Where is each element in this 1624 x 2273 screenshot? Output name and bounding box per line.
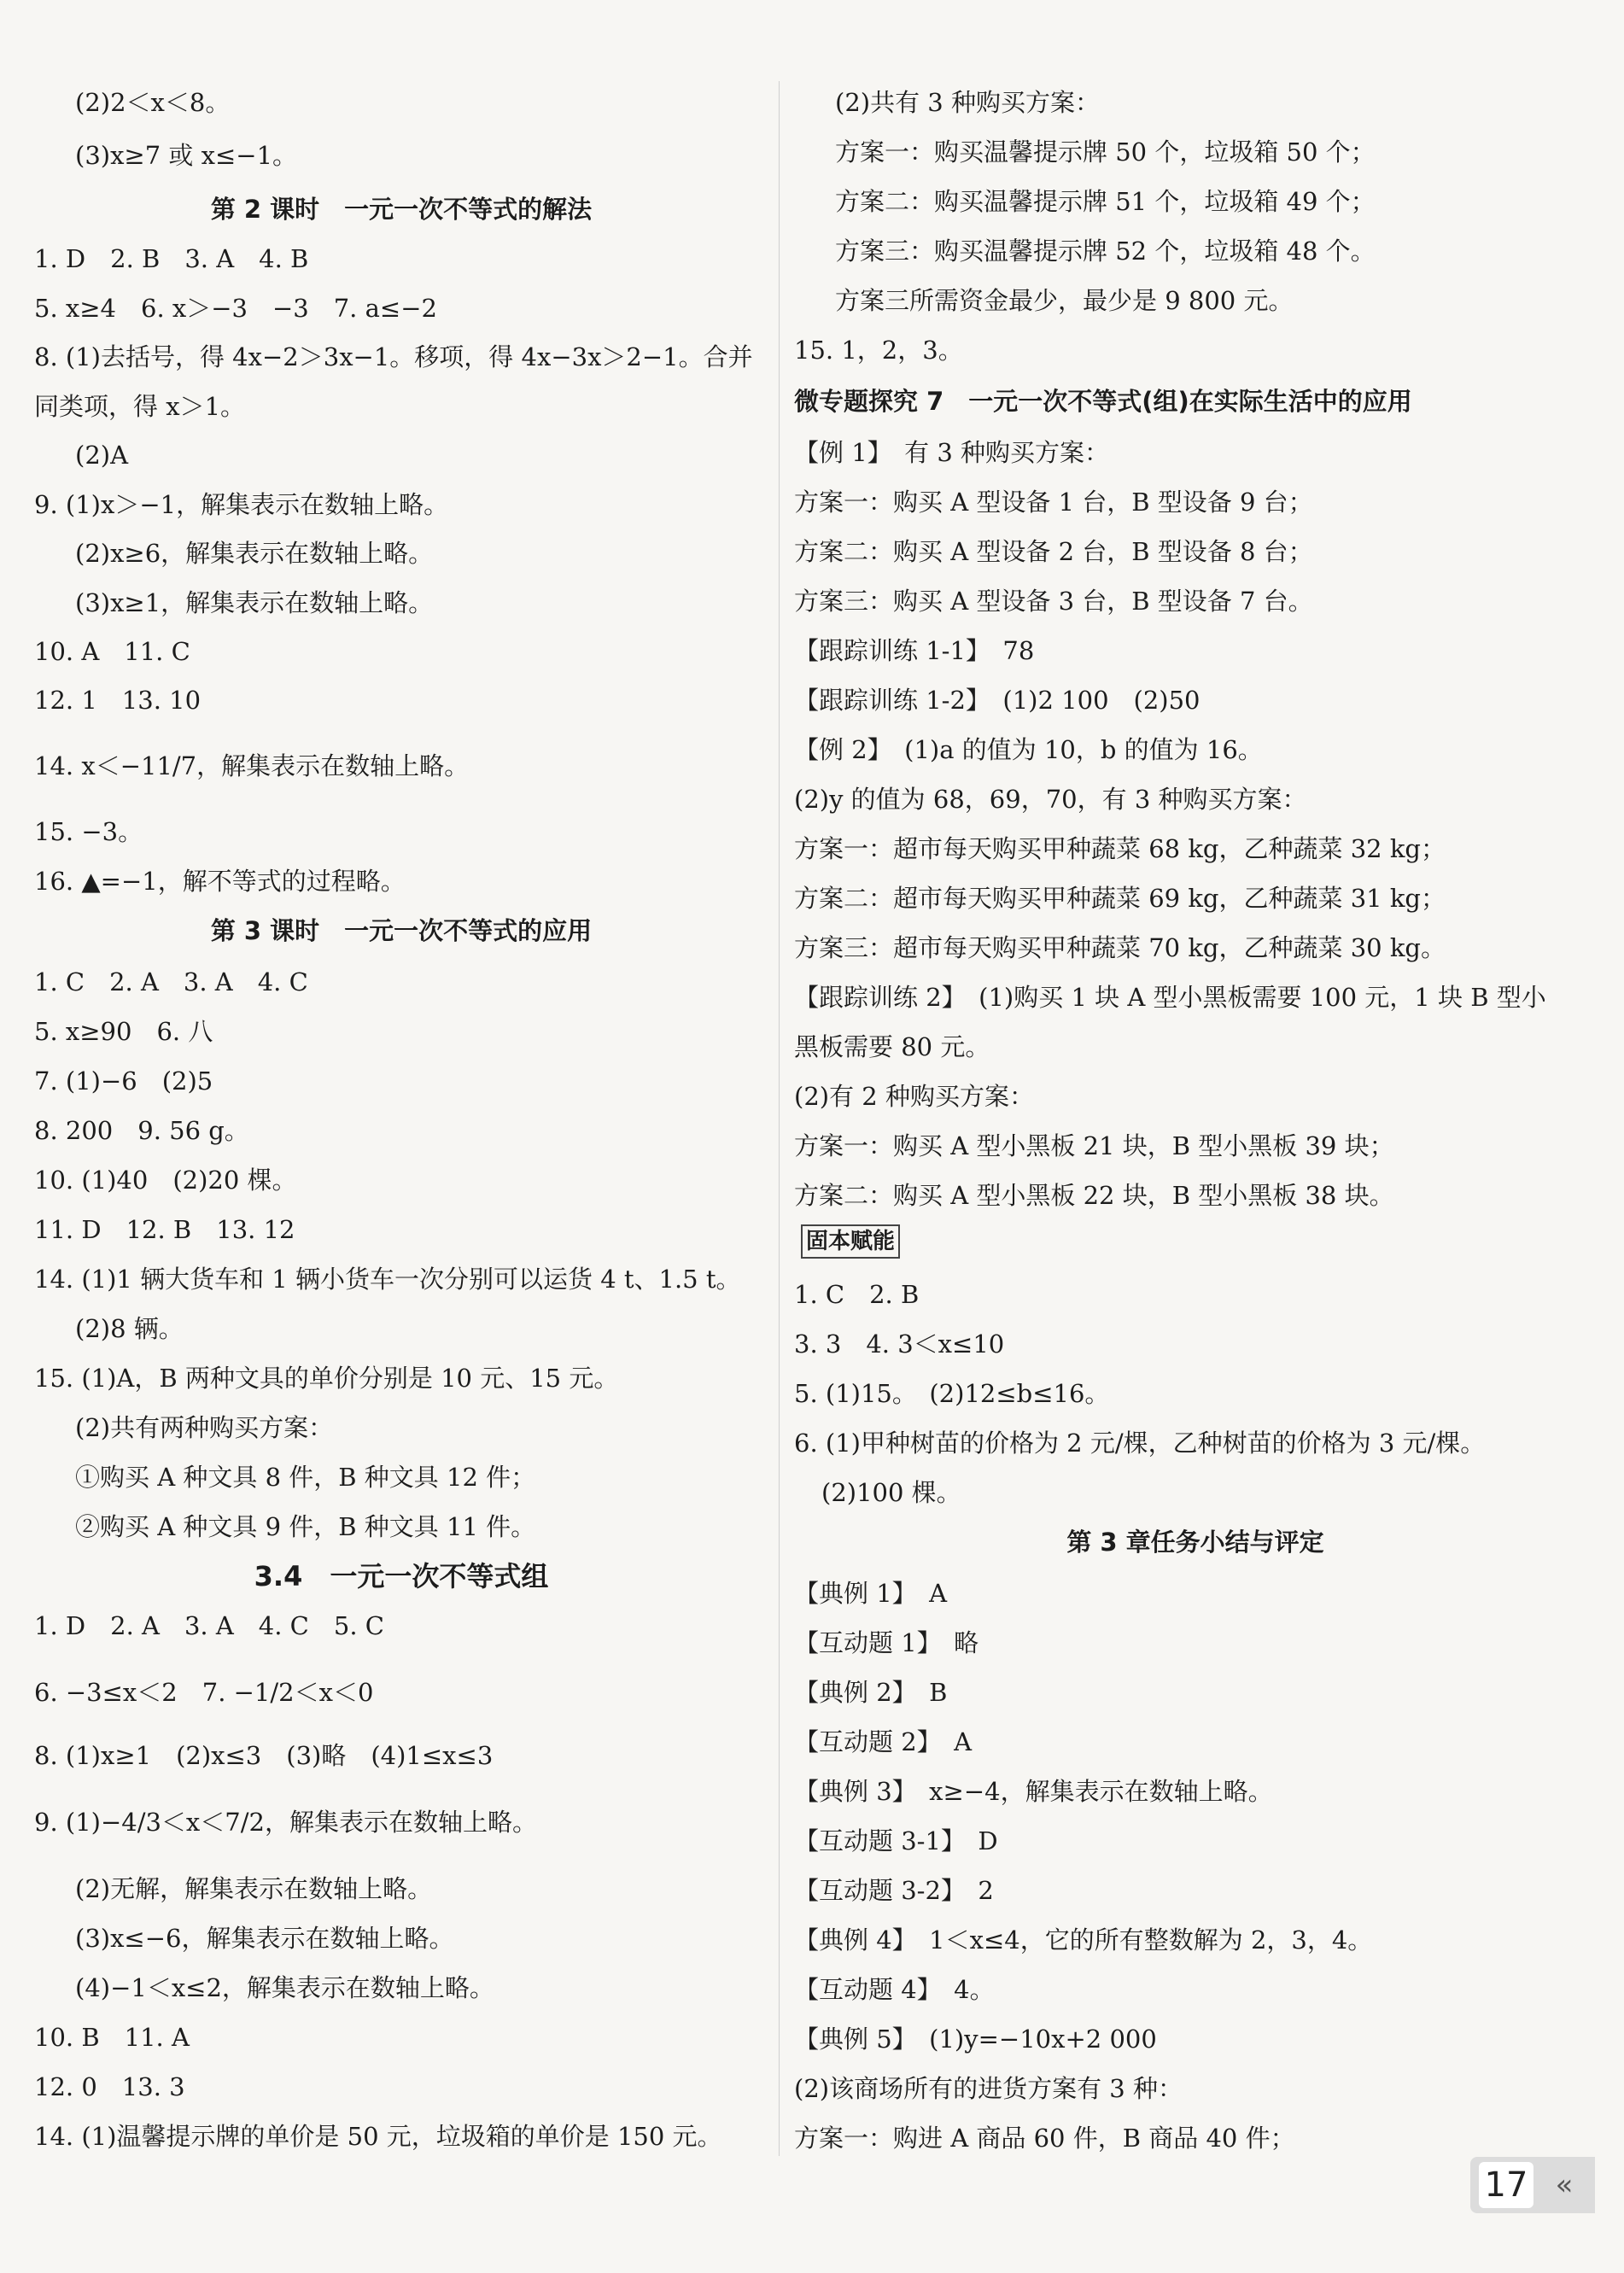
answer-line: 5. (1)15。 (2)12≤b≤16。 xyxy=(794,1379,1110,1408)
answer-line: 8. 200 9. 56 g。 xyxy=(34,1116,249,1145)
answer-line: 8. (1)去括号，得 4x−2＞3x−1。移项，得 4x−3x＞2−1。合并 xyxy=(34,342,753,371)
page-number: 17 xyxy=(1479,2162,1533,2208)
section-heading: 第 3 课时 一元一次不等式的应用 xyxy=(210,916,593,945)
answer-line: 方案一：超市每天购买甲种蔬菜 68 kg，乙种蔬菜 32 kg； xyxy=(794,834,1446,863)
answer-line: 【互动题 3-1】 D xyxy=(794,1826,998,1855)
answer-line: 5. x≥90 6. 八 xyxy=(34,1017,213,1046)
answer-line: (2)共有两种购买方案： xyxy=(75,1413,334,1442)
answer-line: 方案一：购买 A 型小黑板 21 块，B 型小黑板 39 块； xyxy=(794,1131,1394,1160)
answer-line: (2)有 2 种购买方案： xyxy=(794,1082,1034,1111)
section-heading: 第 2 课时 一元一次不等式的解法 xyxy=(210,195,593,224)
answer-line: ①购买 A 种文具 8 件，B 种文具 12 件； xyxy=(75,1463,536,1492)
answer-line: ②购买 A 种文具 9 件，B 种文具 11 件。 xyxy=(75,1512,536,1541)
answer-line: 【典例 3】 x≥−4，解集表示在数轴上略。 xyxy=(794,1777,1273,1806)
answer-line: 【例 2】 (1)a 的值为 10，b 的值为 16。 xyxy=(794,735,1263,764)
page-number-badge xyxy=(1470,2157,1595,2213)
answer-line: 10. A 11. C xyxy=(34,637,190,666)
answer-line: 10. B 11. A xyxy=(34,2023,190,2052)
answer-line: (3)x≥7 或 x≤−1。 xyxy=(75,141,298,170)
answer-line: 方案二：超市每天购买甲种蔬菜 69 kg，乙种蔬菜 31 kg； xyxy=(794,884,1446,913)
answer-line: (2)2＜x＜8。 xyxy=(75,88,231,117)
answer-line: 1. D 2. A 3. A 4. C 5. C xyxy=(34,1611,384,1640)
answer-line: 15. −3。 xyxy=(34,817,143,846)
answer-line: 8. (1)x≥1 (2)x≤3 (3)略 (4)1≤x≤3 xyxy=(34,1741,494,1770)
answer-line: 方案三：购买 A 型设备 3 台，B 型设备 7 台。 xyxy=(794,587,1313,616)
answer-line: 【跟踪训练 1-1】 78 xyxy=(794,636,1035,665)
answer-line: (3)x≥1，解集表示在数轴上略。 xyxy=(75,588,434,617)
answer-line: 【跟踪训练 1-2】 (1)2 100 (2)50 xyxy=(794,686,1200,715)
answer-line: 15. 1，2，3。 xyxy=(794,336,963,365)
answer-line: 11. D 12. B 13. 12 xyxy=(34,1215,295,1244)
chevron-left-icon: « xyxy=(1555,2168,1574,2202)
answer-line: (2)y 的值为 68，69，70，有 3 种购买方案： xyxy=(794,785,1307,814)
answer-line: 9. (1)x＞−1，解集表示在数轴上略。 xyxy=(34,490,449,519)
answer-line: (2)该商场所有的进货方案有 3 种： xyxy=(794,2074,1183,2103)
answer-line: 方案二：购买 A 型小黑板 22 块，B 型小黑板 38 块。 xyxy=(794,1181,1394,1210)
answer-line: 【典例 5】 (1)y=−10x+2 000 xyxy=(794,2025,1157,2054)
answer-line: 方案三所需资金最少，最少是 9 800 元。 xyxy=(835,286,1294,315)
answer-line: 【例 1】 有 3 种购买方案： xyxy=(794,438,1110,467)
boxed-label: 固本赋能 xyxy=(801,1224,900,1259)
answer-line: 【互动题 4】 4。 xyxy=(794,1975,995,2004)
answer-line: 方案一：购进 A 商品 60 件，B 商品 40 件； xyxy=(794,2124,1295,2153)
answer-line: 7. (1)−6 (2)5 xyxy=(34,1066,213,1096)
answer-line: 【典例 2】 B xyxy=(794,1678,948,1707)
answer-line: 同类项，得 x＞1。 xyxy=(34,392,246,421)
answer-line: 12. 1 13. 10 xyxy=(34,686,202,715)
answer-line: 方案二：购买温馨提示牌 51 个，垃圾箱 49 个； xyxy=(835,187,1376,216)
answer-line: 【互动题 3-2】 2 xyxy=(794,1876,994,1905)
answer-line: 【典例 4】 1＜x≤4，它的所有整数解为 2，3，4。 xyxy=(794,1925,1373,1955)
answer-line: 【互动题 1】 略 xyxy=(794,1628,979,1657)
answer-line: 15. (1)A，B 两种文具的单价分别是 10 元、15 元。 xyxy=(34,1364,619,1393)
column-divider xyxy=(779,81,780,2156)
answer-line: 14. (1)温馨提示牌的单价是 50 元，垃圾箱的单价是 150 元。 xyxy=(34,2122,722,2151)
answer-line: 10. (1)40 (2)20 棵。 xyxy=(34,1166,297,1195)
answer-line: 黑板需要 80 元。 xyxy=(794,1032,990,1061)
answer-line: (4)−1＜x≤2，解集表示在数轴上略。 xyxy=(75,1973,494,2002)
answer-line: 方案一：购买温馨提示牌 50 个，垃圾箱 50 个； xyxy=(835,137,1376,167)
answer-line: 【典例 1】 A xyxy=(794,1579,948,1608)
topic-heading: 微专题探究 7 一元一次不等式(组)在实际生活中的应用 xyxy=(794,387,1412,416)
answer-line: 【跟踪训练 2】 (1)购买 1 块 A 型小黑板需要 100 元，1 块 B 型小 xyxy=(794,983,1546,1012)
answer-line: 6. (1)甲种树苗的价格为 2 元/棵，乙种树苗的价格为 3 元/棵。 xyxy=(794,1429,1486,1458)
answer-line: (2)100 棵。 xyxy=(821,1478,961,1507)
answer-line: 6. −3≤x＜2 7. −1/2＜x＜0 xyxy=(34,1678,374,1707)
answer-line: 1. C 2. B xyxy=(794,1280,920,1309)
section-heading: 第 3 章任务小结与评定 xyxy=(1066,1528,1324,1557)
answer-line: 1. D 2. B 3. A 4. B xyxy=(34,244,309,273)
answer-line: 【互动题 2】 A xyxy=(794,1727,973,1756)
answer-line: (3)x≤−6，解集表示在数轴上略。 xyxy=(75,1924,454,1953)
answer-line: 9. (1)−4/3＜x＜7/2，解集表示在数轴上略。 xyxy=(34,1808,537,1837)
answer-line: (2)无解，解集表示在数轴上略。 xyxy=(75,1874,433,1903)
answer-line: (2)A xyxy=(75,441,129,470)
answer-line: 14. x＜−11/7，解集表示在数轴上略。 xyxy=(34,751,470,780)
answer-line: 12. 0 13. 3 xyxy=(34,2072,185,2101)
answer-line: 1. C 2. A 3. A 4. C xyxy=(34,967,308,996)
answer-line: 方案二：购买 A 型设备 2 台，B 型设备 8 台； xyxy=(794,537,1313,566)
section-title: 3.4 一元一次不等式组 xyxy=(254,1560,549,1592)
answer-line: 3. 3 4. 3＜x≤10 xyxy=(794,1329,1005,1359)
answer-line: (2)x≥6，解集表示在数轴上略。 xyxy=(75,539,434,568)
answer-line: 5. x≥4 6. x＞−3 −3 7. a≤−2 xyxy=(34,294,437,323)
answer-line: 方案一：购买 A 型设备 1 台，B 型设备 9 台； xyxy=(794,488,1313,517)
answer-line: (2)8 辆。 xyxy=(75,1314,184,1343)
answer-line: 14. (1)1 辆大货车和 1 辆小货车一次分别可以运货 4 t、1.5 t。 xyxy=(34,1265,741,1294)
answer-line: 16. ▲=−1，解不等式的过程略。 xyxy=(34,867,406,896)
answer-line: (2)共有 3 种购买方案： xyxy=(835,88,1100,117)
answer-line: 方案三：购买温馨提示牌 52 个，垃圾箱 48 个。 xyxy=(835,237,1376,266)
answer-line: 方案三：超市每天购买甲种蔬菜 70 kg，乙种蔬菜 30 kg。 xyxy=(794,933,1446,962)
